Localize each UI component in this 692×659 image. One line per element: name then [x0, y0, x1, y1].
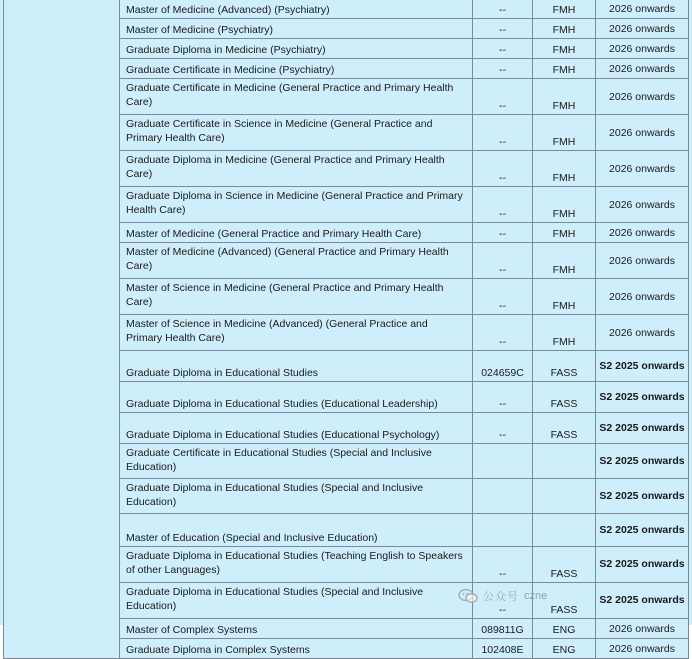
program-code: --: [473, 315, 533, 351]
start-term: 2026 onwards: [596, 187, 689, 223]
program-code: --: [473, 382, 533, 413]
start-term: S2 2025 onwards: [596, 547, 689, 583]
program-code: --: [473, 547, 533, 583]
faculty-code: FASS: [533, 413, 596, 444]
program-name: Graduate Certificate in Medicine (General Practice and Primary Health Care): [120, 79, 473, 115]
program-code: --: [473, 151, 533, 187]
program-name: Graduate Certificate in Science in Medicine (General Practice and Primary Health Care): [120, 115, 473, 151]
program-code: --: [473, 243, 533, 279]
program-code: --: [473, 0, 533, 19]
start-term: 2026 onwards: [596, 39, 689, 59]
program-code: --: [473, 223, 533, 243]
program-name: Master of Medicine (Advanced) (General Practice and Primary Health Care): [120, 243, 473, 279]
program-name: Master of Science in Medicine (General Practice and Primary Health Care): [120, 279, 473, 315]
start-term: S2 2025 onwards: [596, 583, 689, 619]
program-name: Graduate Diploma in Medicine (General Practice and Primary Health Care): [120, 151, 473, 187]
start-term: 2026 onwards: [596, 59, 689, 79]
program-code: --: [473, 79, 533, 115]
faculty-code: FMH: [533, 19, 596, 39]
faculty-code: [533, 444, 596, 479]
program-name: Graduate Diploma in Science in Medicine (General Practice and Primary Health Care): [120, 187, 473, 223]
watermark-label: 公众号: [483, 591, 519, 603]
table-row: [4, 0, 689, 19]
start-term: S2 2025 onwards: [596, 514, 689, 547]
faculty-code: FMH: [533, 115, 596, 151]
faculty-code: FMH: [533, 187, 596, 223]
start-term: 2026 onwards: [596, 639, 689, 659]
program-name: Master of Science in Medicine (Advanced) (General Practice and Primary Health Care): [120, 315, 473, 351]
faculty-code: ENG: [533, 639, 596, 659]
program-name: Master of Medicine (Psychiatry): [120, 19, 473, 39]
program-code: 024659C: [473, 351, 533, 382]
program-name: Master of Medicine (Advanced) (Psychiatry): [120, 0, 473, 19]
start-term: 2026 onwards: [596, 315, 689, 351]
group-cell: [4, 0, 120, 659]
program-name: Master of Medicine (General Practice and Primary Health Care): [120, 223, 473, 243]
wechat-icon: [458, 588, 478, 604]
start-term: S2 2025 onwards: [596, 413, 689, 444]
faculty-code: [533, 479, 596, 514]
program-code: --: [473, 583, 533, 619]
program-name: Master of Education (Special and Inclusive Education): [120, 514, 473, 547]
program-name: Graduate Diploma in Educational Studies (Special and Inclusive Education): [120, 479, 473, 514]
start-term: 2026 onwards: [596, 0, 689, 19]
faculty-code: FMH: [533, 315, 596, 351]
program-name: Graduate Diploma in Educational Studies (Educational Leadership): [120, 382, 473, 413]
program-name: Graduate Diploma in Medicine (Psychiatry): [120, 39, 473, 59]
program-code: --: [473, 39, 533, 59]
program-code: 089811G: [473, 619, 533, 639]
program-code: [473, 444, 533, 479]
faculty-code: FMH: [533, 59, 596, 79]
faculty-code: [533, 514, 596, 547]
wechat-watermark: [458, 585, 547, 607]
start-term: S2 2025 onwards: [596, 351, 689, 382]
start-term: S2 2025 onwards: [596, 479, 689, 514]
start-term: 2026 onwards: [596, 19, 689, 39]
program-name: Master of Complex Systems: [120, 619, 473, 639]
start-term: 2026 onwards: [596, 151, 689, 187]
program-code: [473, 514, 533, 547]
program-code: [473, 479, 533, 514]
start-term: 2026 onwards: [596, 79, 689, 115]
program-name: Graduate Certificate in Medicine (Psychiatry): [120, 59, 473, 79]
program-code: --: [473, 279, 533, 315]
program-code: --: [473, 19, 533, 39]
program-name: Graduate Diploma in Educational Studies: [120, 351, 473, 382]
faculty-code: FMH: [533, 279, 596, 315]
program-code: --: [473, 115, 533, 151]
faculty-code: FMH: [533, 0, 596, 19]
faculty-code: FMH: [533, 79, 596, 115]
start-term: 2026 onwards: [596, 619, 689, 639]
program-code: 102408E: [473, 639, 533, 659]
faculty-code: ENG: [533, 619, 596, 639]
faculty-code: FASS: [533, 583, 596, 619]
program-name: Graduate Diploma in Educational Studies (Educational Psychology): [120, 413, 473, 444]
start-term: 2026 onwards: [596, 243, 689, 279]
program-name: Graduate Certificate in Educational Studies (Special and Inclusive Education): [120, 444, 473, 479]
faculty-code: FASS: [533, 351, 596, 382]
start-term: S2 2025 onwards: [596, 382, 689, 413]
faculty-code: FMH: [533, 151, 596, 187]
start-term: 2026 onwards: [596, 115, 689, 151]
program-code: --: [473, 59, 533, 79]
faculty-code: FMH: [533, 243, 596, 279]
start-term: S2 2025 onwards: [596, 444, 689, 479]
start-term: 2026 onwards: [596, 279, 689, 315]
faculty-code: FASS: [533, 547, 596, 583]
program-code: --: [473, 187, 533, 223]
program-name: Graduate Diploma in Complex Systems: [120, 639, 473, 659]
program-code: --: [473, 413, 533, 444]
faculty-code: FASS: [533, 382, 596, 413]
faculty-code: FMH: [533, 223, 596, 243]
start-term: 2026 onwards: [596, 223, 689, 243]
faculty-code: FMH: [533, 39, 596, 59]
watermark-brand: czne: [524, 590, 548, 602]
program-table: [3, 0, 689, 659]
program-name: Graduate Diploma in Educational Studies (Special and Inclusive Education): [120, 583, 473, 619]
program-name: Graduate Diploma in Educational Studies (Teaching English to Speakers of other Languages): [120, 547, 473, 583]
